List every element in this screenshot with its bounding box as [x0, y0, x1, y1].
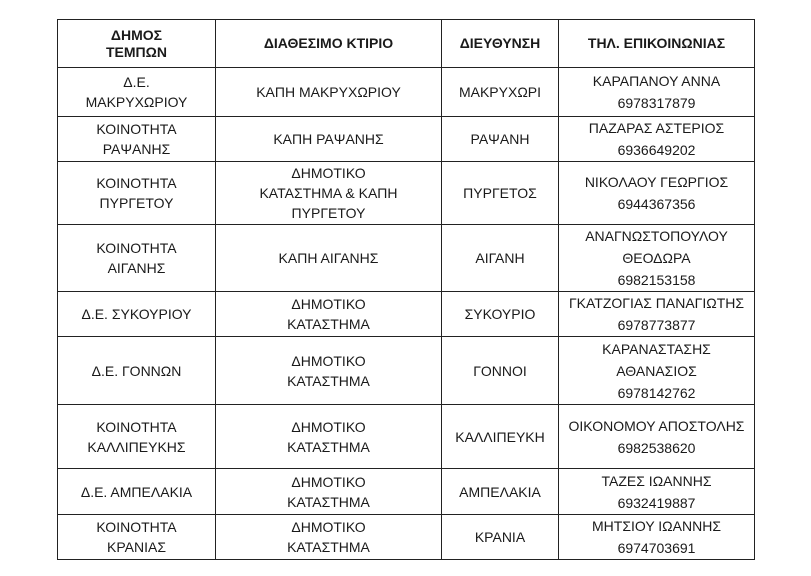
cell-contact: ΝΙΚΟΛΑΟΥ ΓΕΩΡΓΙΟΣ 6944367356	[559, 162, 755, 225]
cell-municipality: Δ.Ε. ΣΥΚΟΥΡΙΟΥ	[58, 292, 216, 337]
table-row	[58, 469, 755, 515]
header-municipality: ΔΗΜΟΣ ΤΕΜΠΩΝ	[58, 20, 216, 68]
cell-municipality: Δ.Ε. ΓΟΝΝΩΝ	[58, 337, 216, 405]
table-row	[58, 225, 755, 292]
cell-contact: ΠΑΖΑΡΑΣ ΑΣΤΕΡΙΟΣ 6936649202	[559, 117, 755, 162]
cell-building: ΔΗΜΟΤΙΚΟ ΚΑΤΑΣΤΗΜΑ & ΚΑΠΗ ΠΥΡΓΕΤΟΥ	[216, 162, 442, 225]
table-row	[58, 515, 755, 560]
cell-building: ΔΗΜΟΤΙΚΟ ΚΑΤΑΣΤΗΜΑ	[216, 515, 442, 560]
table-row	[58, 292, 755, 337]
table-row	[58, 337, 755, 405]
cell-municipality: ΚΟΙΝΟΤΗΤΑ ΡΑΨΑΝΗΣ	[58, 117, 216, 162]
cell-building: ΚΑΠΗ ΜΑΚΡΥΧΩΡΙΟΥ	[216, 68, 442, 117]
header-building: ΔΙΑΘΕΣΙΜΟ ΚΤΙΡΙΟ	[216, 20, 442, 68]
cell-address: ΑΙΓΑΝΗ	[442, 225, 559, 292]
cell-building: ΔΗΜΟΤΙΚΟ ΚΑΤΑΣΤΗΜΑ	[216, 405, 442, 469]
cell-address: ΣΥΚΟΥΡΙΟ	[442, 292, 559, 337]
cell-address: ΓΟΝΝΟΙ	[442, 337, 559, 405]
cell-contact: ΚΑΡΑΠΑΝΟΥ ΑΝΝΑ 6978317879	[559, 68, 755, 117]
cell-municipality: ΚΟΙΝΟΤΗΤΑ ΚΑΛΛΙΠΕΥΚΗΣ	[58, 405, 216, 469]
cell-address: ΚΡΑΝΙΑ	[442, 515, 559, 560]
cell-municipality: ΚΟΙΝΟΤΗΤΑ ΠΥΡΓΕΤΟΥ	[58, 162, 216, 225]
table-row	[58, 117, 755, 162]
table-row	[58, 405, 755, 469]
cell-contact: ΚΑΡΑΝΑΣΤΑΣΗΣ ΑΘΑΝΑΣΙΟΣ 6978142762	[559, 337, 755, 405]
cell-address: ΠΥΡΓΕΤΟΣ	[442, 162, 559, 225]
document-page	[57, 19, 755, 560]
cell-address: ΚΑΛΛΙΠΕΥΚΗ	[442, 405, 559, 469]
cell-building: ΚΑΠΗ ΑΙΓΑΝΗΣ	[216, 225, 442, 292]
cell-contact: ΤΑΖΕΣ ΙΩΑΝΝΗΣ 6932419887	[559, 469, 755, 515]
cell-building: ΔΗΜΟΤΙΚΟ ΚΑΤΑΣΤΗΜΑ	[216, 469, 442, 515]
header-address: ΔΙΕΥΘΥΝΣΗ	[442, 20, 559, 68]
cell-contact: ΟΙΚΟΝΟΜΟΥ ΑΠΟΣΤΟΛΗΣ 6982538620	[559, 405, 755, 469]
cell-address: ΑΜΠΕΛΑΚΙΑ	[442, 469, 559, 515]
cell-building: ΚΑΠΗ ΡΑΨΑΝΗΣ	[216, 117, 442, 162]
cell-building: ΔΗΜΟΤΙΚΟ ΚΑΤΑΣΤΗΜΑ	[216, 292, 442, 337]
cell-address: ΜΑΚΡΥΧΩΡΙ	[442, 68, 559, 117]
cell-municipality: Δ.Ε. ΜΑΚΡΥΧΩΡΙΟΥ	[58, 68, 216, 117]
buildings-table	[57, 19, 755, 560]
cell-building: ΔΗΜΟΤΙΚΟ ΚΑΤΑΣΤΗΜΑ	[216, 337, 442, 405]
cell-municipality: ΚΟΙΝΟΤΗΤΑ ΑΙΓΑΝΗΣ	[58, 225, 216, 292]
cell-municipality: ΚΟΙΝΟΤΗΤΑ ΚΡΑΝΙΑΣ	[58, 515, 216, 560]
cell-contact: ΑΝΑΓΝΩΣΤΟΠΟΥΛΟΥ ΘΕΟΔΩΡΑ 6982153158	[559, 225, 755, 292]
table-header-row	[58, 20, 755, 68]
cell-contact: ΓΚΑΤΖΟΓΙΑΣ ΠΑΝΑΓΙΩΤΗΣ 6978773877	[559, 292, 755, 337]
cell-municipality: Δ.Ε. ΑΜΠΕΛΑΚΙΑ	[58, 469, 216, 515]
header-contact: ΤΗΛ. ΕΠΙΚΟΙΝΩΝΙΑΣ	[559, 20, 755, 68]
table-row	[58, 68, 755, 117]
cell-contact: ΜΗΤΣΙΟΥ ΙΩΑΝΝΗΣ 6974703691	[559, 515, 755, 560]
table-row	[58, 162, 755, 225]
cell-address: ΡΑΨΑΝΗ	[442, 117, 559, 162]
